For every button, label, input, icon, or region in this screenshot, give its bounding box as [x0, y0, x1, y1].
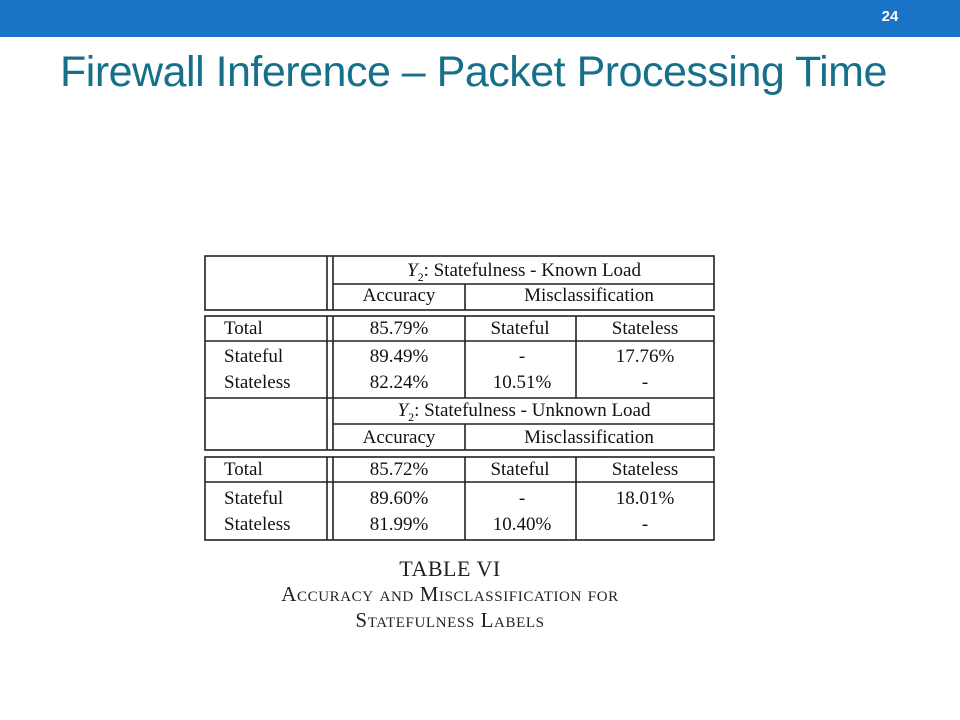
slide-title: Firewall Inference – Packet Processing Time [60, 48, 887, 96]
section2-heading-text: : Statefulness - Unknown Load [414, 400, 651, 421]
s2-row-stateful-accuracy: 89.60% [369, 488, 429, 509]
s2-row-stateful-misclass-stateless: 18.01% [615, 488, 675, 509]
section1-heading-sub: 2 [417, 270, 424, 284]
s2-row-stateful-misclass-stateful: - [518, 488, 526, 509]
s2-row-stateless-accuracy: 81.99% [369, 514, 429, 535]
section2-col-accuracy: Accuracy [362, 427, 436, 448]
s2-row-total-accuracy: 85.72% [369, 459, 429, 480]
results-table [204, 254, 716, 542]
s1-sub-stateless: Stateless [611, 318, 679, 339]
s1-row-total-accuracy: 85.79% [369, 318, 429, 339]
s2-row-stateless-misclass-stateless: - [641, 514, 649, 535]
section1-col-accuracy: Accuracy [362, 285, 436, 306]
section1-col-misclassification: Misclassification [524, 285, 654, 306]
section2-heading-sub: 2 [408, 410, 415, 424]
table-caption-label: TABLE VI [399, 556, 501, 581]
section2-heading [398, 400, 651, 424]
s1-row-stateless-misclass-stateful: 10.51% [492, 372, 552, 393]
section1-heading-text: : Statefulness - Known Load [423, 260, 641, 281]
table-caption-line1: Accuracy and Misclassification for [281, 582, 619, 606]
top-bar [0, 0, 960, 37]
results-table-figure [204, 254, 716, 542]
s1-row-stateless-accuracy: 82.24% [369, 372, 429, 393]
section2-col-misclassification: Misclassification [524, 427, 654, 448]
s1-row-stateful-misclass-stateless: 17.76% [615, 346, 675, 367]
s2-row-stateless-misclass-stateful: 10.40% [492, 514, 552, 535]
table-caption-line2: Statefulness Labels [355, 608, 545, 632]
s1-row-stateful-accuracy: 89.49% [369, 346, 429, 367]
s2-row-stateful-label: Stateful [224, 488, 284, 509]
s1-sub-stateful: Stateful [490, 318, 550, 339]
s2-sub-stateless: Stateless [611, 459, 679, 480]
s1-row-stateful-label: Stateful [224, 346, 284, 367]
s2-sub-stateful: Stateful [490, 459, 550, 480]
s1-row-stateless-label: Stateless [224, 372, 291, 393]
section2-heading-var: Y [397, 400, 409, 421]
section1-heading [407, 260, 641, 284]
s1-row-stateful-misclass-stateful: - [518, 346, 526, 367]
s2-row-total-label: Total [224, 459, 263, 480]
s2-row-stateless-label: Stateless [224, 514, 291, 535]
s1-row-total-label: Total [224, 318, 263, 339]
section1-heading-var: Y [407, 260, 418, 281]
s1-row-stateless-misclass-stateless: - [641, 372, 649, 393]
slide-number: 24 [881, 8, 899, 25]
